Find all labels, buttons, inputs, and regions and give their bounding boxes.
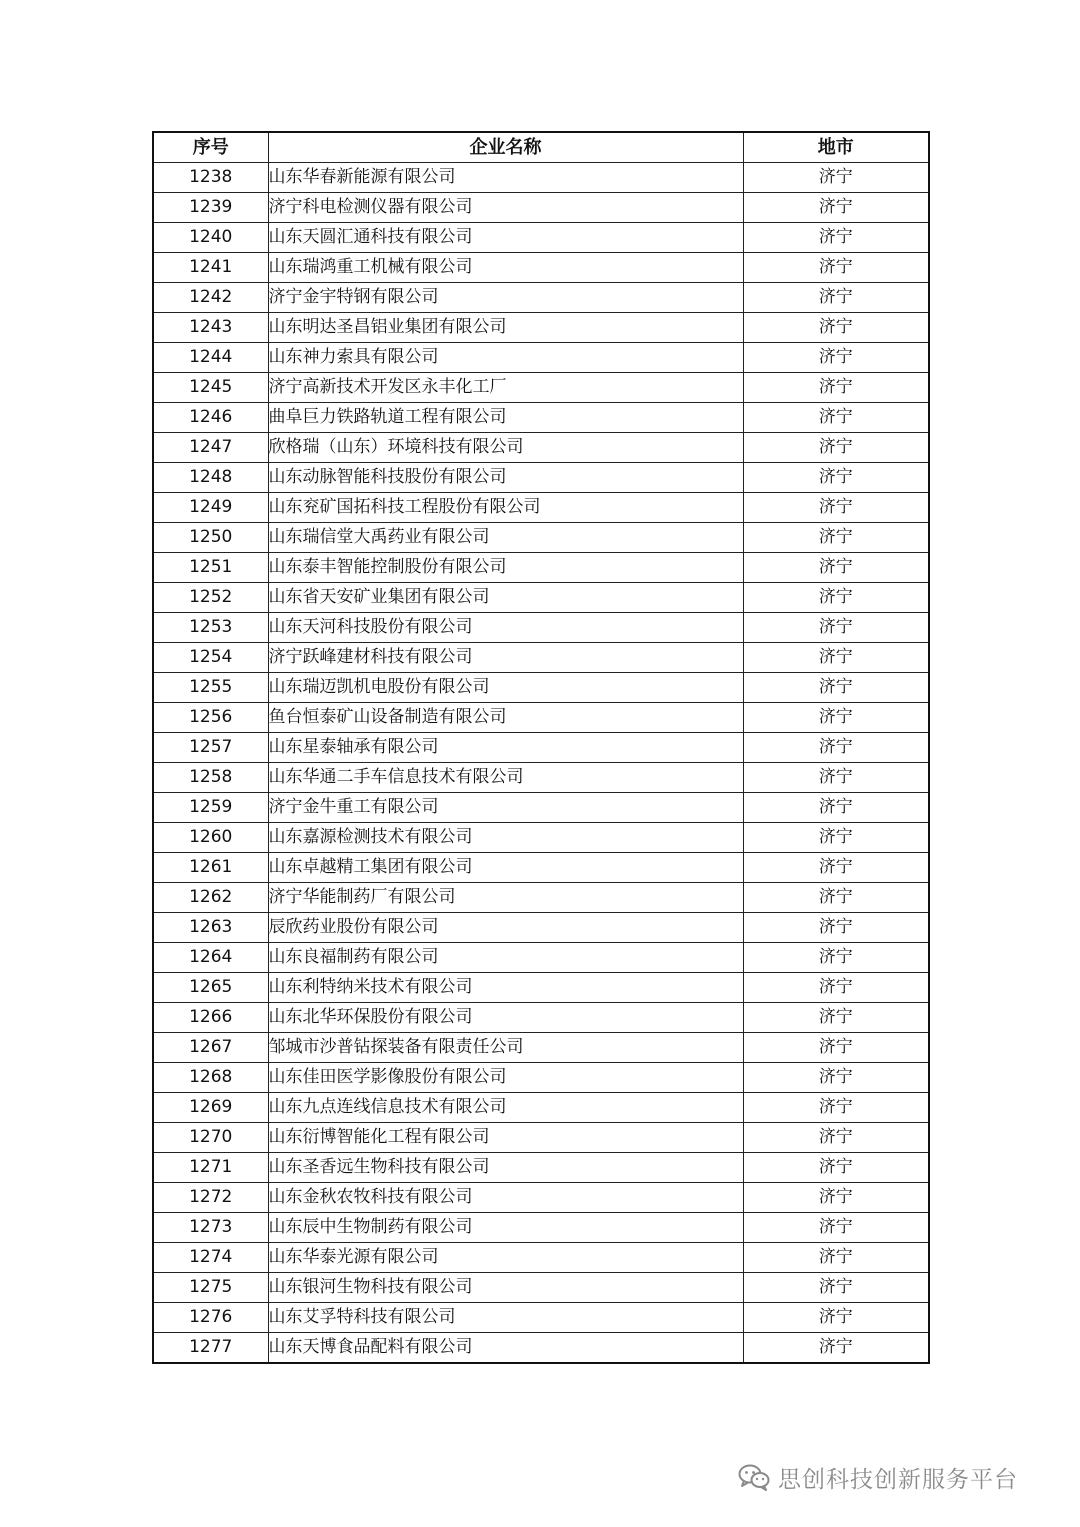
cell-serial-number: 1250 [153, 523, 268, 553]
cell-company-name: 山东泰丰智能控制股份有限公司 [268, 553, 743, 583]
cell-serial-number: 1241 [153, 253, 268, 283]
cell-city: 济宁 [743, 1213, 929, 1243]
cell-company-name: 山东天博食品配料有限公司 [268, 1333, 743, 1364]
cell-serial-number: 1265 [153, 973, 268, 1003]
cell-serial-number: 1262 [153, 883, 268, 913]
wechat-icon [738, 1463, 770, 1491]
cell-city: 济宁 [743, 1003, 929, 1033]
cell-company-name: 山东银河生物科技有限公司 [268, 1273, 743, 1303]
cell-company-name: 山东华春新能源有限公司 [268, 163, 743, 193]
cell-company-name: 山东神力索具有限公司 [268, 343, 743, 373]
table-row [153, 583, 929, 613]
company-table [152, 131, 930, 1364]
cell-company-name: 山东佳田医学影像股份有限公司 [268, 1063, 743, 1093]
cell-serial-number: 1245 [153, 373, 268, 403]
header-serial-number: 序号 [153, 132, 268, 163]
cell-serial-number: 1244 [153, 343, 268, 373]
table-row [153, 283, 929, 313]
cell-serial-number: 1270 [153, 1123, 268, 1153]
cell-company-name: 济宁华能制药厂有限公司 [268, 883, 743, 913]
cell-city: 济宁 [743, 643, 929, 673]
table-row [153, 973, 929, 1003]
cell-company-name: 山东利特纳米技术有限公司 [268, 973, 743, 1003]
table-row [153, 703, 929, 733]
cell-city: 济宁 [743, 193, 929, 223]
cell-serial-number: 1273 [153, 1213, 268, 1243]
table-row [153, 253, 929, 283]
cell-serial-number: 1277 [153, 1333, 268, 1364]
cell-city: 济宁 [743, 1063, 929, 1093]
cell-serial-number: 1252 [153, 583, 268, 613]
cell-serial-number: 1261 [153, 853, 268, 883]
cell-city: 济宁 [743, 823, 929, 853]
table-body [153, 163, 929, 1364]
table-row [153, 403, 929, 433]
cell-serial-number: 1263 [153, 913, 268, 943]
cell-company-name: 辰欣药业股份有限公司 [268, 913, 743, 943]
cell-city: 济宁 [743, 1273, 929, 1303]
cell-company-name: 济宁高新技术开发区永丰化工厂 [268, 373, 743, 403]
table-row [153, 1303, 929, 1333]
cell-serial-number: 1260 [153, 823, 268, 853]
watermark-text: 思创科技创新服务平台 [778, 1466, 1018, 1493]
cell-city: 济宁 [743, 1183, 929, 1213]
cell-company-name: 山东瑞鸿重工机械有限公司 [268, 253, 743, 283]
table-row [153, 493, 929, 523]
cell-city: 济宁 [743, 883, 929, 913]
cell-serial-number: 1243 [153, 313, 268, 343]
table-row [153, 883, 929, 913]
table-row [153, 553, 929, 583]
cell-serial-number: 1258 [153, 763, 268, 793]
cell-city: 济宁 [743, 913, 929, 943]
table-row [153, 913, 929, 943]
table-row [153, 1333, 929, 1364]
cell-company-name: 山东省天安矿业集团有限公司 [268, 583, 743, 613]
cell-city: 济宁 [743, 1033, 929, 1063]
table-row [153, 1153, 929, 1183]
table-row [153, 1003, 929, 1033]
table-row [153, 853, 929, 883]
table-row [153, 433, 929, 463]
table-row [153, 373, 929, 403]
cell-city: 济宁 [743, 1243, 929, 1273]
cell-city: 济宁 [743, 1093, 929, 1123]
table-row [153, 313, 929, 343]
cell-company-name: 山东卓越精工集团有限公司 [268, 853, 743, 883]
table-row [153, 463, 929, 493]
table-row [153, 1063, 929, 1093]
cell-serial-number: 1246 [153, 403, 268, 433]
cell-city: 济宁 [743, 553, 929, 583]
cell-serial-number: 1238 [153, 163, 268, 193]
cell-city: 济宁 [743, 703, 929, 733]
table-row [153, 1213, 929, 1243]
cell-company-name: 山东华泰光源有限公司 [268, 1243, 743, 1273]
table-row [153, 1183, 929, 1213]
cell-city: 济宁 [743, 763, 929, 793]
cell-company-name: 济宁科电检测仪器有限公司 [268, 193, 743, 223]
cell-serial-number: 1242 [153, 283, 268, 313]
table-row [153, 673, 929, 703]
cell-company-name: 山东良福制药有限公司 [268, 943, 743, 973]
cell-city: 济宁 [743, 853, 929, 883]
cell-serial-number: 1257 [153, 733, 268, 763]
cell-serial-number: 1276 [153, 1303, 268, 1333]
table-row [153, 643, 929, 673]
table-row [153, 823, 929, 853]
cell-company-name: 山东北华环保股份有限公司 [268, 1003, 743, 1033]
table-row [153, 763, 929, 793]
cell-city: 济宁 [743, 373, 929, 403]
cell-company-name: 山东兖矿国拓科技工程股份有限公司 [268, 493, 743, 523]
cell-city: 济宁 [743, 343, 929, 373]
cell-serial-number: 1251 [153, 553, 268, 583]
cell-city: 济宁 [743, 973, 929, 1003]
table-row [153, 793, 929, 823]
cell-city: 济宁 [743, 943, 929, 973]
cell-city: 济宁 [743, 583, 929, 613]
cell-serial-number: 1274 [153, 1243, 268, 1273]
table-row [153, 1093, 929, 1123]
cell-serial-number: 1253 [153, 613, 268, 643]
cell-company-name: 山东瑞信堂大禹药业有限公司 [268, 523, 743, 553]
cell-serial-number: 1268 [153, 1063, 268, 1093]
cell-company-name: 济宁金牛重工有限公司 [268, 793, 743, 823]
cell-company-name: 山东衍博智能化工程有限公司 [268, 1123, 743, 1153]
cell-serial-number: 1256 [153, 703, 268, 733]
cell-company-name: 济宁跃峰建材科技有限公司 [268, 643, 743, 673]
table-row [153, 163, 929, 193]
header-company-name: 企业名称 [268, 132, 743, 163]
cell-serial-number: 1259 [153, 793, 268, 823]
cell-company-name: 山东九点连线信息技术有限公司 [268, 1093, 743, 1123]
cell-serial-number: 1269 [153, 1093, 268, 1123]
cell-company-name: 山东天河科技股份有限公司 [268, 613, 743, 643]
table-row [153, 1123, 929, 1153]
cell-city: 济宁 [743, 223, 929, 253]
cell-city: 济宁 [743, 463, 929, 493]
cell-company-name: 山东瑞迈凯机电股份有限公司 [268, 673, 743, 703]
cell-city: 济宁 [743, 793, 929, 823]
cell-serial-number: 1254 [153, 643, 268, 673]
table-row [153, 523, 929, 553]
cell-serial-number: 1272 [153, 1183, 268, 1213]
table-row [153, 193, 929, 223]
cell-serial-number: 1266 [153, 1003, 268, 1033]
cell-city: 济宁 [743, 1153, 929, 1183]
cell-company-name: 山东嘉源检测技术有限公司 [268, 823, 743, 853]
cell-serial-number: 1267 [153, 1033, 268, 1063]
cell-city: 济宁 [743, 733, 929, 763]
cell-serial-number: 1247 [153, 433, 268, 463]
header-city: 地市 [743, 132, 929, 163]
cell-serial-number: 1249 [153, 493, 268, 523]
cell-city: 济宁 [743, 493, 929, 523]
table-row [153, 1033, 929, 1063]
cell-city: 济宁 [743, 403, 929, 433]
table-row [153, 613, 929, 643]
cell-company-name: 鱼台恒泰矿山设备制造有限公司 [268, 703, 743, 733]
cell-serial-number: 1255 [153, 673, 268, 703]
watermark [738, 1460, 1018, 1494]
cell-company-name: 山东明达圣昌铝业集团有限公司 [268, 313, 743, 343]
table-row [153, 733, 929, 763]
cell-company-name: 山东辰中生物制药有限公司 [268, 1213, 743, 1243]
cell-company-name: 山东天圆汇通科技有限公司 [268, 223, 743, 253]
cell-city: 济宁 [743, 433, 929, 463]
table-row [153, 943, 929, 973]
cell-city: 济宁 [743, 313, 929, 343]
cell-serial-number: 1239 [153, 193, 268, 223]
cell-city: 济宁 [743, 673, 929, 703]
cell-company-name: 山东华通二手车信息技术有限公司 [268, 763, 743, 793]
cell-serial-number: 1264 [153, 943, 268, 973]
cell-company-name: 山东金秋农牧科技有限公司 [268, 1183, 743, 1213]
cell-company-name: 山东艾孚特科技有限公司 [268, 1303, 743, 1333]
cell-company-name: 邹城市沙普钻探装备有限责任公司 [268, 1033, 743, 1063]
table-row [153, 343, 929, 373]
cell-company-name: 欣格瑞（山东）环境科技有限公司 [268, 433, 743, 463]
cell-city: 济宁 [743, 253, 929, 283]
cell-city: 济宁 [743, 1123, 929, 1153]
cell-company-name: 山东圣香远生物科技有限公司 [268, 1153, 743, 1183]
cell-city: 济宁 [743, 613, 929, 643]
cell-company-name: 山东动脉智能科技股份有限公司 [268, 463, 743, 493]
cell-city: 济宁 [743, 163, 929, 193]
cell-company-name: 山东星泰轴承有限公司 [268, 733, 743, 763]
cell-city: 济宁 [743, 283, 929, 313]
table-row [153, 1243, 929, 1273]
table-row [153, 1273, 929, 1303]
cell-city: 济宁 [743, 1333, 929, 1364]
cell-serial-number: 1240 [153, 223, 268, 253]
table-header-row [153, 132, 929, 163]
cell-serial-number: 1271 [153, 1153, 268, 1183]
cell-company-name: 曲阜巨力铁路轨道工程有限公司 [268, 403, 743, 433]
cell-city: 济宁 [743, 1303, 929, 1333]
cell-city: 济宁 [743, 523, 929, 553]
cell-serial-number: 1248 [153, 463, 268, 493]
table-row [153, 223, 929, 253]
cell-company-name: 济宁金宇特钢有限公司 [268, 283, 743, 313]
cell-serial-number: 1275 [153, 1273, 268, 1303]
